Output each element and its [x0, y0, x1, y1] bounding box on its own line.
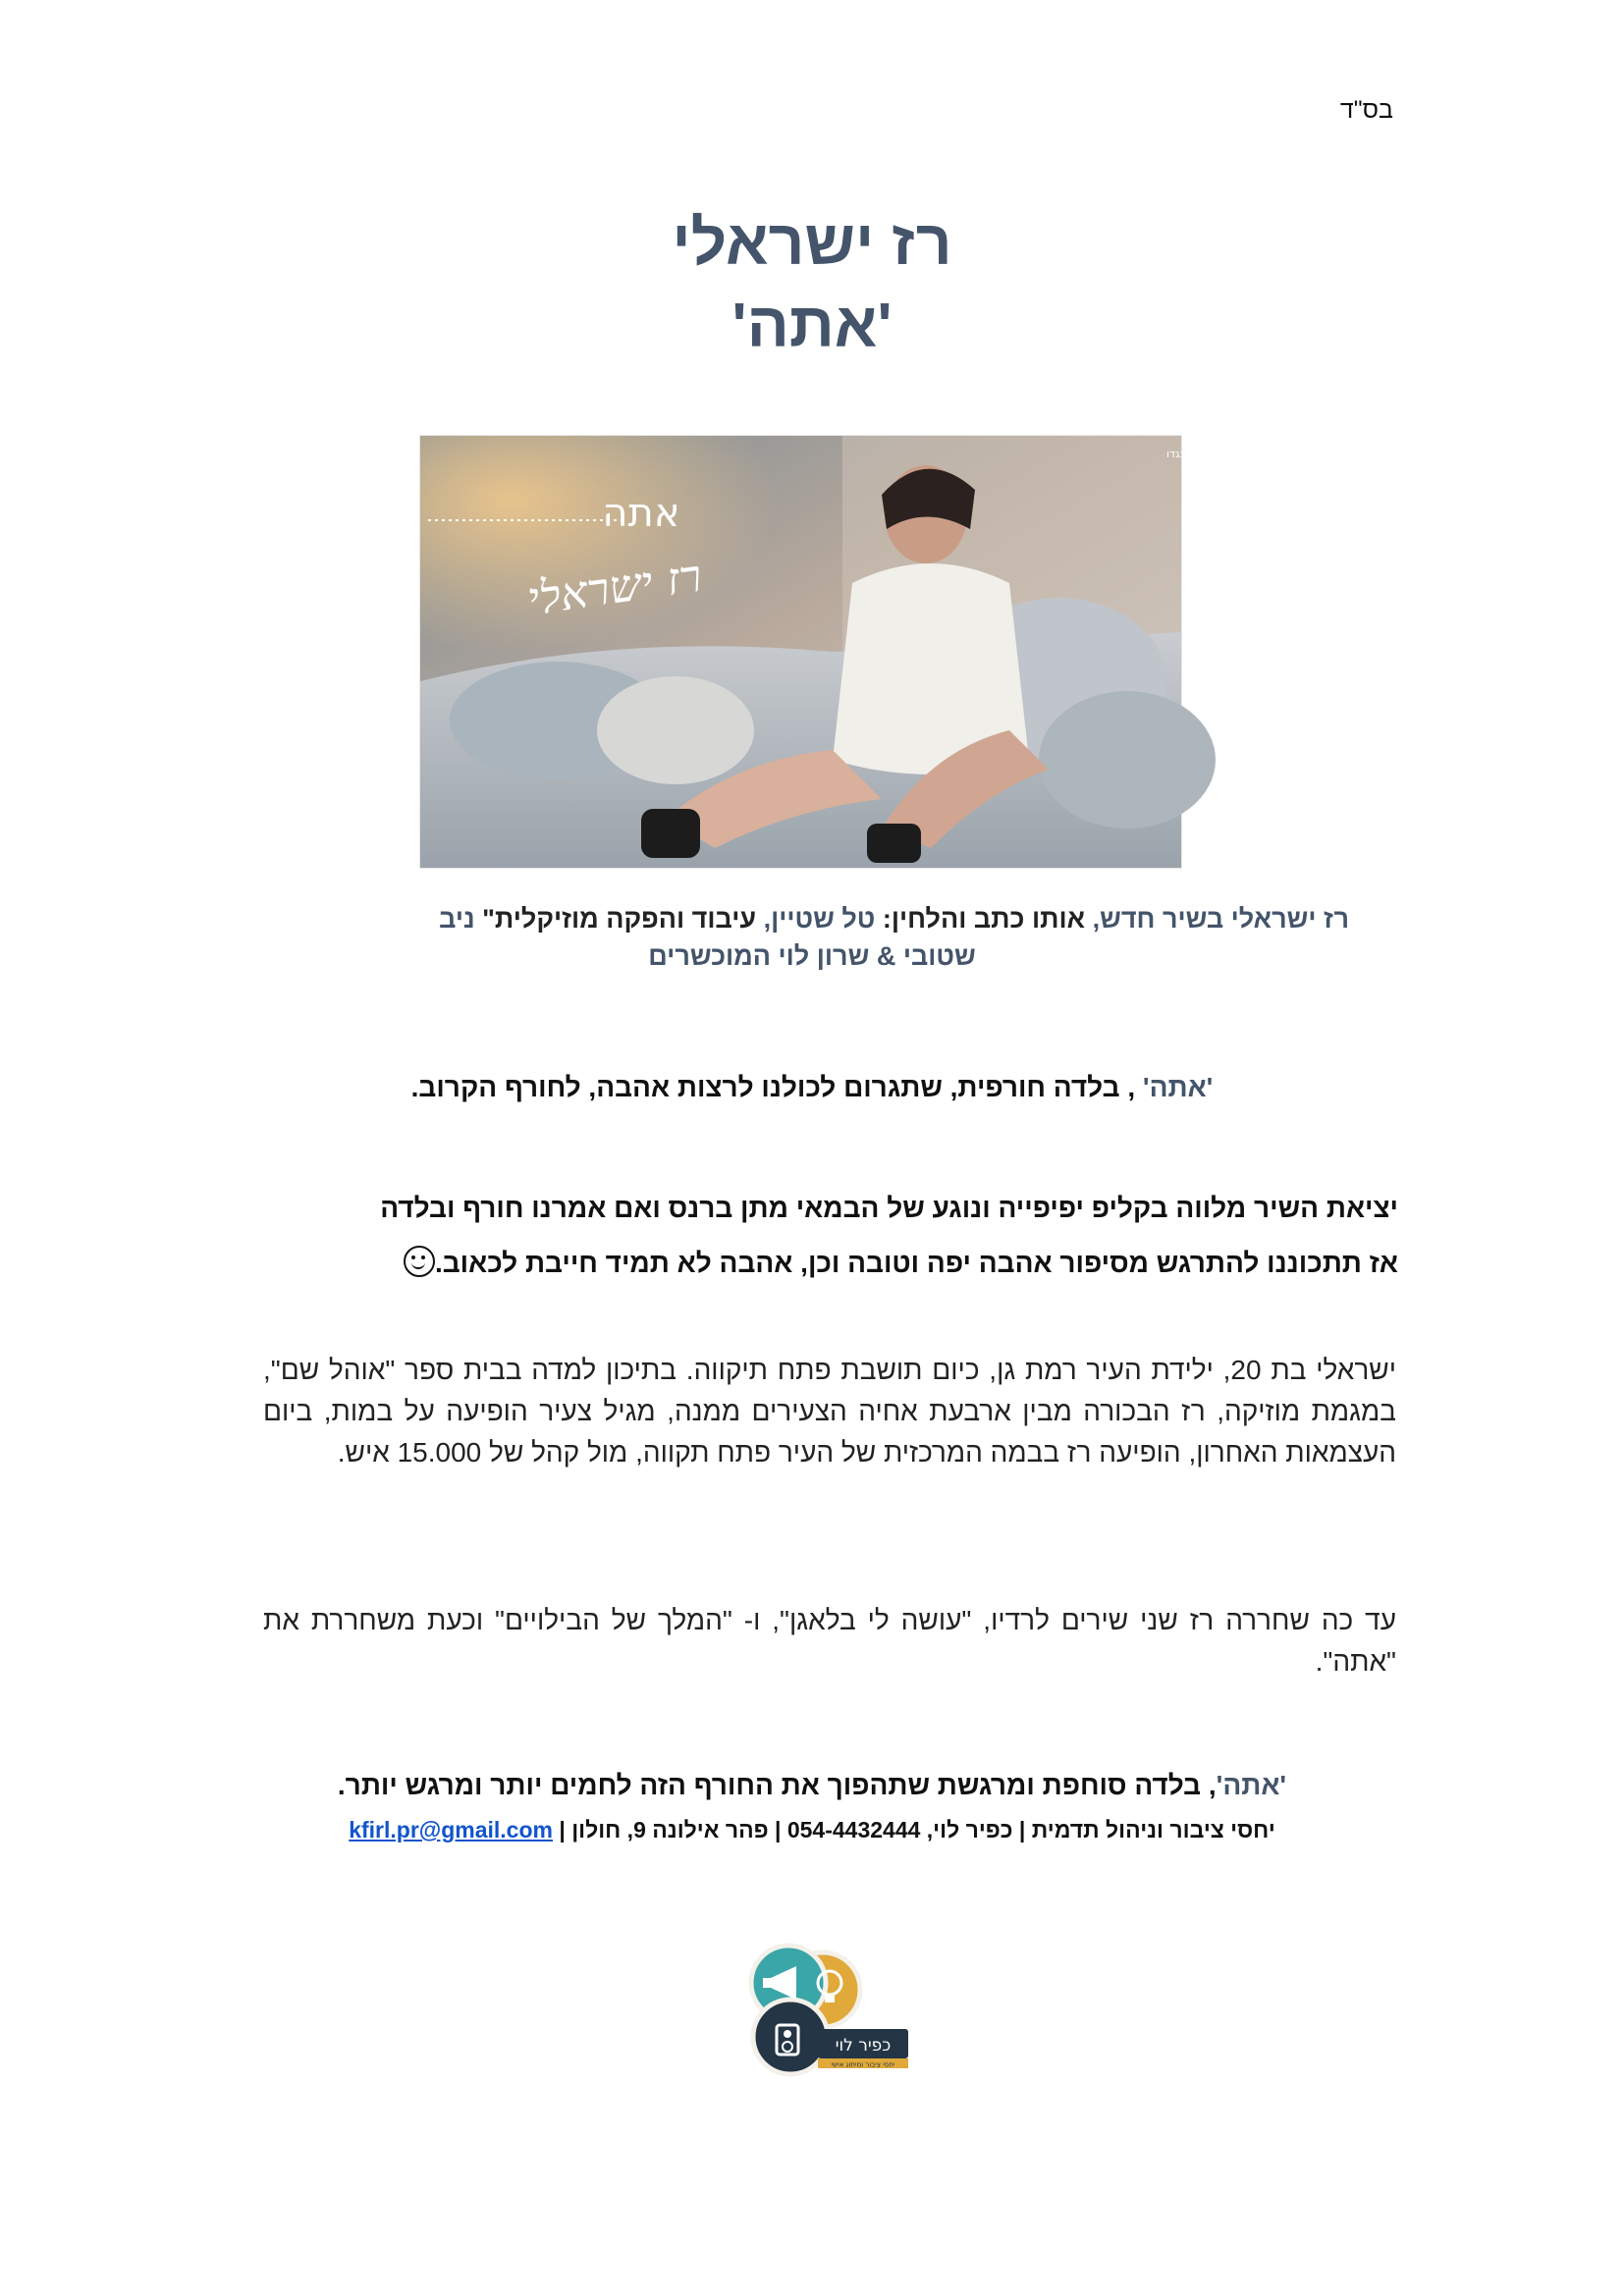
page-title [0, 201, 1624, 366]
pr-logo-graphic [720, 1939, 916, 2086]
credits-part2: אותו כתב והלחין: [875, 904, 1086, 934]
cover-title-text: אתה [602, 491, 680, 536]
cover-artwork [420, 436, 1184, 868]
tagline [245, 1072, 1379, 1103]
song-credits [275, 900, 1349, 975]
clip-paragraph-line2: אז תתכוננו להתרגש מסיפור אהבה יפה וטובה וכן, אהבה לא תמיד חייבת לכאוב. [434, 1248, 1398, 1278]
contact-email-link[interactable]: kfirl.pr@gmail.com [349, 1817, 553, 1842]
single-cover-image [420, 436, 1184, 868]
closing-accent: 'אתה' [1216, 1770, 1287, 1800]
credits-part3: טל שטיין, [756, 904, 876, 934]
tagline-text: , בלדה חורפית, שתגרום לכולנו לרצות אהבה, לחורף הקרוב. [410, 1072, 1143, 1102]
clip-paragraph [245, 1181, 1398, 1291]
bio-paragraph: ישראלי בת 20, ילידת העיר רמת גן, כיום תושבת פתח תיקווה. בתיכון למדה בבית ספר "אוהל שם", במגמת מוזיקה, רז הבכורה מבין ארבעת אחיה הצעירים ממנה, מגיל צעיר הופיעה על במות, ביום העצמאות האחרון, הופיעה רז בבמה המרכזית של העיר פתח תקווה, מול קהל של 15.000 איש. [263, 1355, 1397, 1468]
closing-text: , בלדה סוחפת ומרגשת שתהפוך את החורף הזה לחמים יותר ומרגש יותר. [337, 1770, 1217, 1800]
clip-paragraph-line1: יציאת השיר מלווה בקליפ יפיפייה ונוגע של הבמאי מתן ברנס ואם אמרנו חורף ובלדה [380, 1193, 1398, 1223]
cover-artist-script: רז ישראלי [523, 549, 705, 626]
header-mark: בס"ד [1339, 96, 1393, 124]
releases-paragraph: עד כה שחררה רז שני שירים לרדיו, "עושה לי בלאגן", ו- "המלך של הבילויים" וכעת משחררת את "אתה". [263, 1605, 1396, 1677]
closing-line [245, 1770, 1379, 1801]
contact-details: יחסי ציבור וניהול תדמית | כפיר לוי, 054-4432444 | פהר אילונה 9, חולון | [552, 1817, 1275, 1842]
credits-part5: ניב [439, 904, 475, 934]
tagline-accent: 'אתה' [1142, 1072, 1214, 1102]
smile-emoji-icon [404, 1246, 435, 1277]
credits-part1: רז ישראלי בשיר חדש, [1085, 904, 1349, 934]
logo-name: כפיר לוי [835, 2036, 892, 2056]
pr-logo [720, 1939, 916, 2086]
credits-part4: עיבוד והפקה מוזיקלית" [474, 904, 757, 934]
contact-line [245, 1817, 1379, 1843]
title-song: 'אתה' [731, 290, 893, 360]
title-artist: רז ישראלי [672, 207, 952, 278]
cover-corner-mark: נגדו [1166, 448, 1184, 460]
credits-line2: שטובי & שרון לוי המוכשרים [648, 941, 976, 971]
logo-subtitle: יחסי ציבור ומיתוג אישי [831, 2060, 895, 2069]
